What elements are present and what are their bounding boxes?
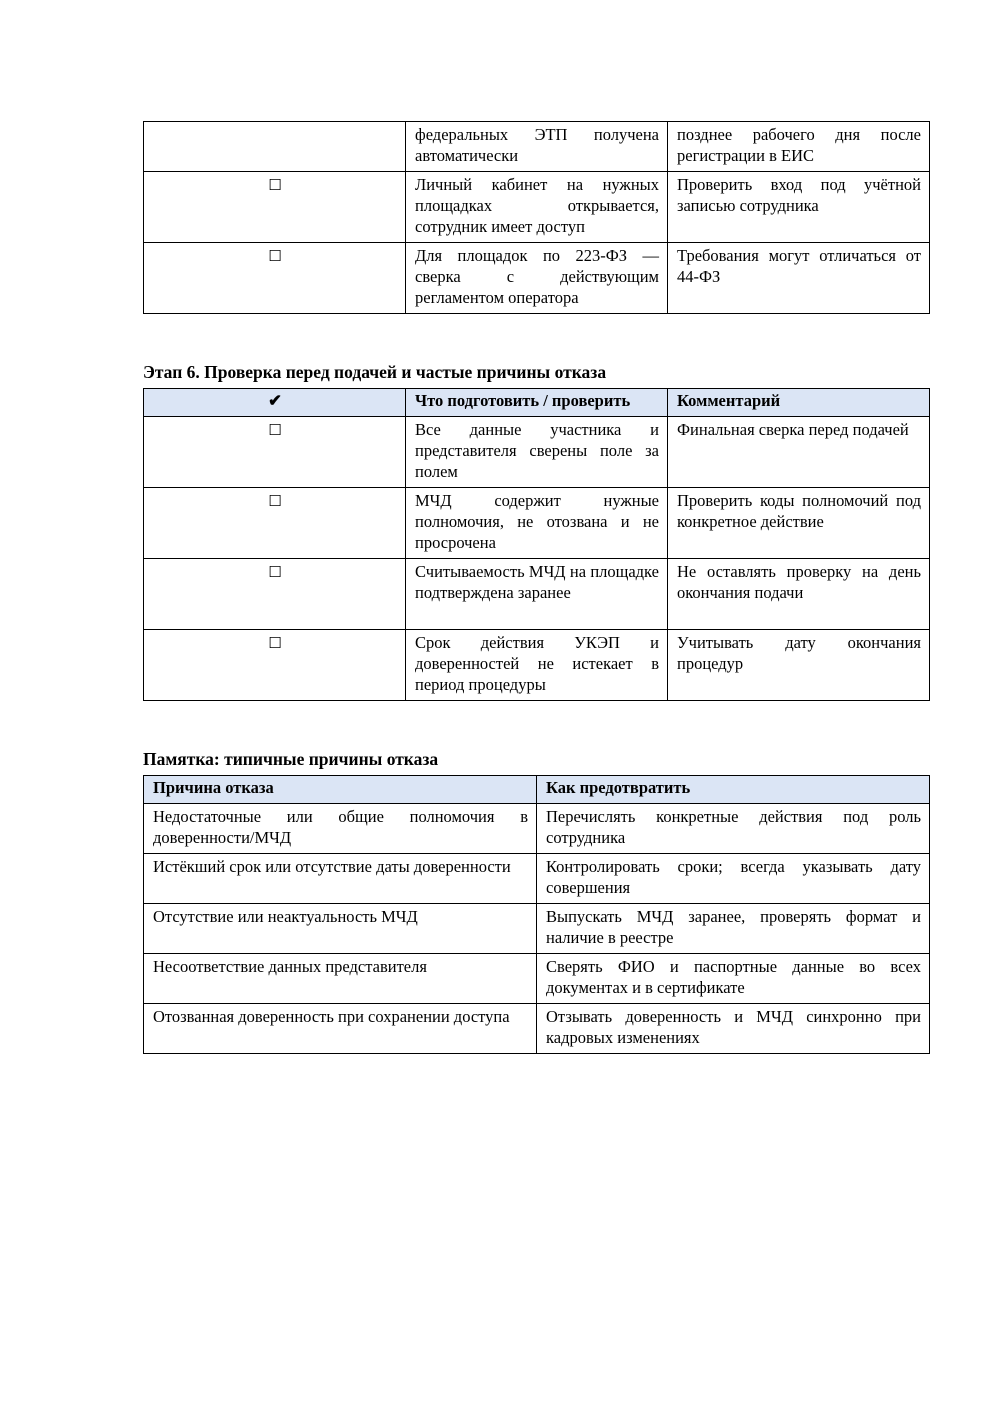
table-row [144, 417, 930, 488]
reason-cell: Несоответствие данных представителя [144, 954, 537, 1004]
table-row [144, 559, 930, 630]
reason-cell: Истёкший срок или отсутствие даты доверенности [144, 854, 537, 904]
table-row [144, 854, 930, 904]
table-row [144, 954, 930, 1004]
reason-cell: Отсутствие или неактуальность МЧД [144, 904, 537, 954]
item-cell: Срок действия УКЭП и доверенностей не истекает в период процедуры [406, 630, 668, 701]
memo-heading: Памятка: типичные причины отказа [143, 749, 439, 769]
prevention-cell: Перечислять конкретные действия под роль сотрудника [537, 804, 930, 854]
checkbox-cell [144, 122, 406, 172]
item-cell: Все данные участника и представителя сверены поле за полем [406, 417, 668, 488]
item-cell: МЧД содержит нужные полномочия, не отозвана и не просрочена [406, 488, 668, 559]
table-header-row [144, 776, 930, 804]
table-row [144, 172, 930, 243]
table-header-row [144, 389, 930, 417]
section-heading: Этап 6. Проверка перед подачей и частые причины отказа [143, 362, 607, 382]
reason-cell: Недостаточные или общие полномочия в доверенности/МЧД [144, 804, 537, 854]
checkbox[interactable]: ☐ [144, 630, 406, 701]
comment-cell: Требования могут отличаться от 44-ФЗ [668, 243, 930, 314]
prevention-cell: Отзывать доверенность и МЧД синхронно при кадровых изменениях [537, 1004, 930, 1054]
table-row [144, 630, 930, 701]
item-cell: Считываемость МЧД на площадке подтверждена заранее [406, 559, 668, 630]
checkbox[interactable]: ☐ [144, 172, 406, 243]
checkbox[interactable]: ☐ [144, 559, 406, 630]
table-row [144, 122, 930, 172]
comment-cell: Проверить вход под учётной записью сотрудника [668, 172, 930, 243]
checklist-table-continued [143, 121, 930, 314]
item-column-header: Что подготовить / проверить [406, 389, 668, 417]
comment-cell: позднее рабочего дня после регистрации в ЕИС [668, 122, 930, 172]
comment-column-header: Комментарий [668, 389, 930, 417]
prevention-cell: Сверять ФИО и паспортные данные во всех документах и в сертификате [537, 954, 930, 1004]
table-row [144, 243, 930, 314]
memo-table [143, 775, 930, 1054]
table-row [144, 904, 930, 954]
table-row [144, 1004, 930, 1054]
table-row [144, 804, 930, 854]
comment-cell: Учитывать дату окончания процедур [668, 630, 930, 701]
checkbox[interactable]: ☐ [144, 488, 406, 559]
reason-cell: Отозванная доверенность при сохранении доступа [144, 1004, 537, 1054]
table-row [144, 488, 930, 559]
stage6-checklist-table [143, 388, 930, 701]
prevention-cell: Выпускать МЧД заранее, проверять формат и наличие в реестре [537, 904, 930, 954]
comment-cell: Финальная сверка перед подачей [668, 417, 930, 488]
document-page [143, 121, 929, 1054]
checkbox[interactable]: ☐ [144, 417, 406, 488]
comment-cell: Не оставлять проверку на день окончания подачи [668, 559, 930, 630]
reason-column-header: Причина отказа [144, 776, 537, 804]
checkbox[interactable]: ☐ [144, 243, 406, 314]
prevention-cell: Контролировать сроки; всегда указывать дату совершения [537, 854, 930, 904]
item-cell: Для площадок по 223-ФЗ — сверка с действующим регламентом оператора [406, 243, 668, 314]
prevention-column-header: Как предотвратить [537, 776, 930, 804]
check-column-header: ✔ [144, 389, 406, 417]
item-cell: федеральных ЭТП получена автоматически [406, 122, 668, 172]
item-cell: Личный кабинет на нужных площадках открывается, сотрудник имеет доступ [406, 172, 668, 243]
comment-cell: Проверить коды полномочий под конкретное действие [668, 488, 930, 559]
